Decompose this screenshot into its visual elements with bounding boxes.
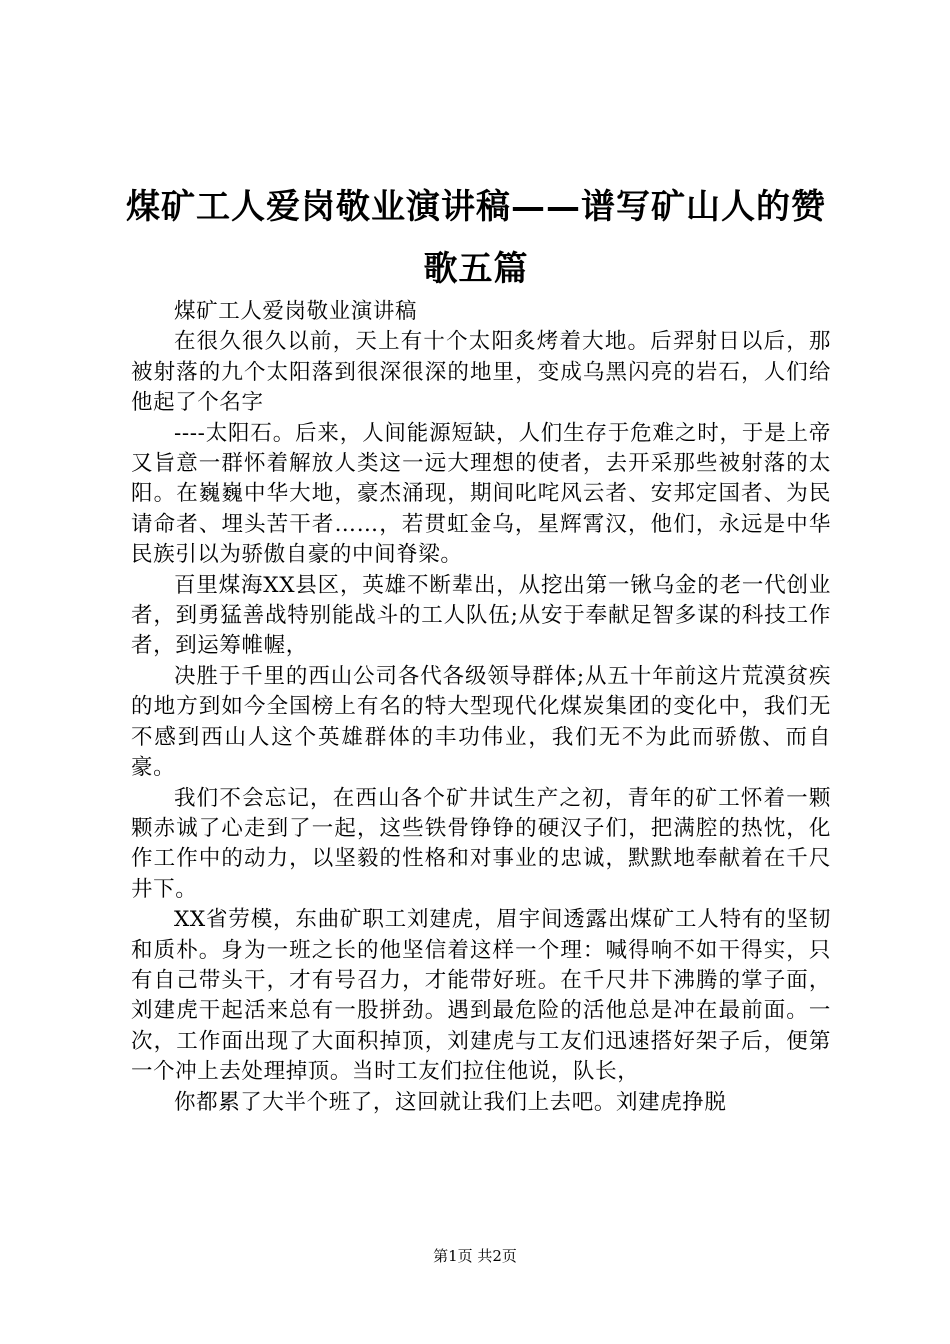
page-number: 第1页 共2页 [433, 1247, 517, 1265]
body-paragraph: 决胜于千里的西山公司各代各级领导群体;从五十年前这片荒漠贫疾的地方到如今全国榜上有名的特大型现代化煤炭集团的变化中，我们无不感到西山人这个英雄群体的丰功伟业，我们无不为此而骄傲、而自豪。 [131, 663, 831, 781]
body-paragraph: 我们不会忘记，在西山各个矿井试生产之初，青年的矿工怀着一颗颗赤诚了心走到了一起，这些铁骨铮铮的硬汉子们，把满腔的热忱，化作工作中的动力，以坚毅的性格和对事业的忠诚，默默地奉献着在千尺井下。 [131, 785, 831, 902]
subtitle-paragraph: 煤矿工人爱岗敬业演讲稿 [174, 299, 418, 324]
body-paragraph: XX省劳模，东曲矿职工刘建虎，眉宇间透露出煤矿工人特有的坚韧和质朴。身为一班之长的他坚信着这样一个理：喊得响不如干得实，只有自己带头干，才有号召力，才能带好班。在千尺井下沸腾的掌子面，刘建虎干起活来总有一股拼劲。遇到最危险的活他总是冲在最前面。一次，工作面出现了大面积掉顶，刘建虎与工友们迅速搭好架子后，便第一个冲上去处理掉顶。当时工友们拉住他说，队长， [131, 907, 831, 1085]
body-paragraph: 百里煤海XX县区，英雄不断辈出，从挖出第一锹乌金的老一代创业者，到勇猛善战特别能战斗的工人队伍;从安于奉献足智多谋的科技工作者，到运筹帷幄， [131, 572, 831, 659]
document-body [131, 297, 831, 1118]
body-paragraph: 你都累了大半个班了，这回就让我们上去吧。刘建虎挣脱 [174, 1089, 727, 1115]
body-paragraph: ----太阳石。后来，人间能源短缺，人们生存于危难之时，于是上帝又旨意一群怀着解放人类这一远大理想的使者，去开采那些被射落的太阳。在巍巍中华大地，豪杰涌现，期间叱咤风云者、安邦定国者、为民请命者、埋头苦干者……，若贯虹金乌，星辉霄汉，他们，永远是中华民族引以为骄傲自豪的中间脊梁。 [131, 420, 831, 568]
body-paragraph: 在很久很久以前，天上有十个太阳炙烤着大地。后羿射日以后，那被射落的九个太阳落到很深很深的地里，变成乌黑闪亮的岩石，人们给他起了个名字 [131, 329, 831, 416]
document-title: 煤矿工人爱岗敬业演讲稿——谱写矿山人的赞歌五篇 [126, 187, 826, 289]
